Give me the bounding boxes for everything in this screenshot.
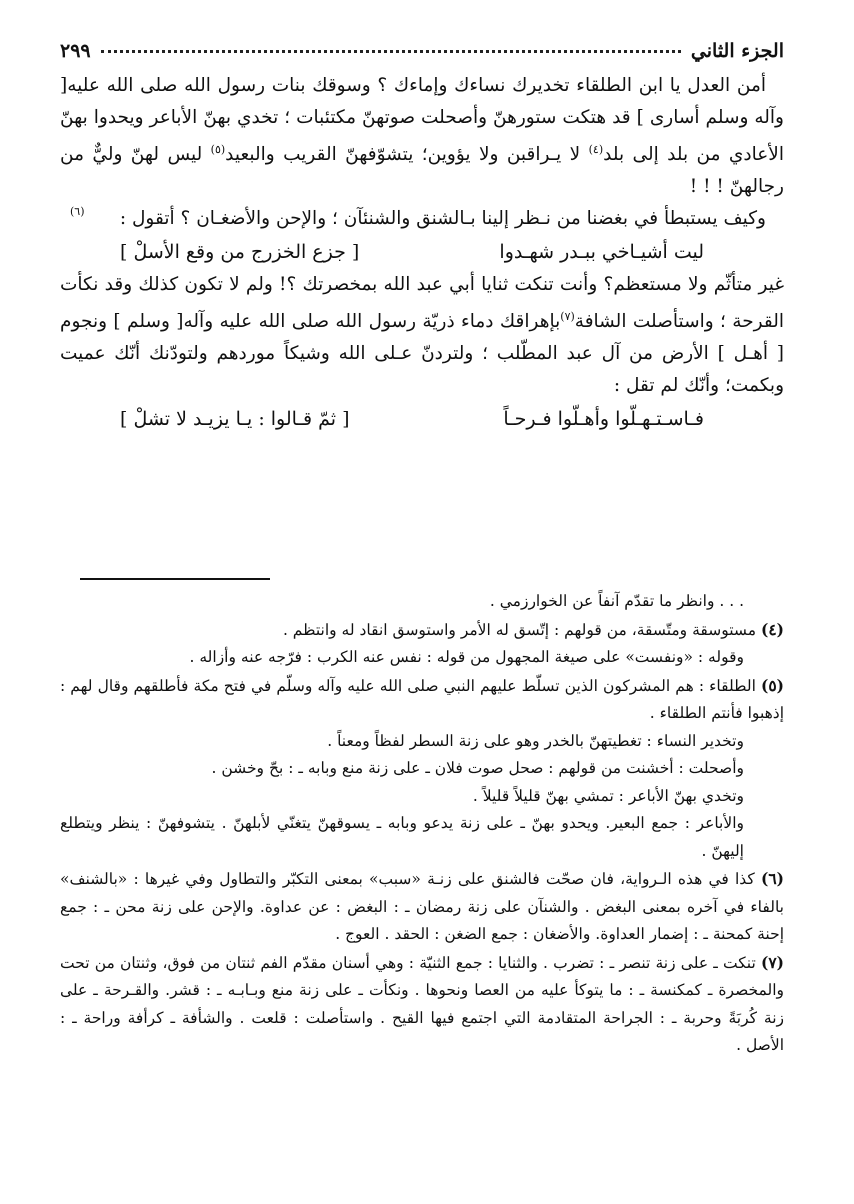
footnote-5-note-1: وتخدير النساء : تغطيتهنّ بالخدر وهو على زنة السطر لفظاً ومعناً . xyxy=(327,731,744,750)
footnote-ref-7: (٧) xyxy=(560,310,575,324)
footnote-ref-5: (٥) xyxy=(210,143,226,156)
footnote-ref-4: (٤) xyxy=(588,143,604,156)
paragraph-3: غير متأثّم ولا مستعظم؟ وأنت تنكت ثنايا أبي عبد الله بمخصرتك ؟! ولم لا تكون كذلك وقد نكأت القرحة ؛ واستأصلت الشافة$^{(٧)}$بإهراقك دماء ذريّة رسول الله صلى الله عليه وآله[ وسلم ] ونجوم [ أهـل ] الأرض من آل عبد المطّلب ؛ ولتردنّ عـلى الله وشيكاً موردهم ولتودّنك أنّك عميت وبكمت؛ وأنّك لم تقل : xyxy=(60,274,784,397)
verse-2-second-hemistich: [ ثمّ قـالوا : يـا يزيـد لا تشلْ ] xyxy=(120,408,350,431)
footnote-5-note-2: وأصحلت : أخشنت من قولهم : صحل صوت فلان ـ على زنة منع وبابه ـ : بحّ وخشن . xyxy=(211,759,744,777)
verse-2-first-hemistich: فـاسـتـهـلّوا وأهـلّوا فـرحـاً xyxy=(503,408,704,431)
footnote-continuation: . . . وانظر ما تقدّم آنفاً عن الخوارزمي . xyxy=(489,592,744,610)
footnote-6: (٦) كذا في هذه الـرواية، فان صحّت فالشنق على زنـة «سبب» بمعنى التكبّر والتطاول وفي غيرها : «بالشنف» بالفاء في آخره بمعنى البغض . والشنآن على زنة رمضان ـ : البغض : عن عداوة. والإحن على زنة محن ـ : جمع إحنة كمحنة ـ : إضمار العداوة. والأضغان : جمع الضغن : الحقد . العوج . xyxy=(60,869,784,943)
page-number: ٢٩٩ xyxy=(60,40,91,62)
footnote-7: (٧) تنكت ـ على زنة تنصر ـ : تضرب . والثنايا : جمع الثنيّة : وهي أسنان مقدّم الفم ثنتان من فوق، وثنتان من تحت والمخصرة ـ كمكنسة ـ : ما يتوكأ عليه من العصا ونحوها . ونكأت ـ على زنة منع وبـابـه ـ : قشر. والقـرحة ـ على زنة كُربَةً وحربة ـ : الجراحة المتقادمة التي اجتمع فيها القيح . واستأصلت : قلعت . والشأفة ـ كرأفة وراحة ـ : الأصل . xyxy=(60,952,784,1054)
header-dot-leader xyxy=(101,50,681,53)
footnote-4: (٤) مستوسقة ومتّسقة، من قولهم : إتّسق له الأمر واستوسق انقاد له وانتظم . xyxy=(282,619,784,639)
verse-1 xyxy=(60,235,784,269)
page-header xyxy=(60,26,784,62)
verse-2 xyxy=(60,402,784,436)
paragraph-1: أمن العدل يا ابن الطلقاء تخديرك نساءك وإماءك ؟ وسوقك بنات رسول الله صلى الله عليه[ وآله وسلم أسارى ] قد هتكت ستورهنّ وأصحلت صوتهنّ مكتئبات ؛ تخدي بهنّ الأباعر ويحدوا بهنّ الأعادي من بلد إلى بلد$^{(٤)}$ لا يـراقبن ولا يؤوين؛ يتشوّفهنّ القريب والبعيد$^{(٥)}$ ليس لهنّ وليٌّ من رجالهنّ ! ! ! xyxy=(60,75,784,198)
footnote-4-note: وقوله : «ونفست» على صيغة المجهول من قوله : نفس عنه الكرب : فرّجه عنه وأزاله . xyxy=(189,648,744,666)
footnotes xyxy=(60,588,784,1060)
verse-1-first-hemistich: ليت أشيـاخي ببـدر شهـدوا xyxy=(499,241,704,264)
footnote-5-note-4: والأباعر : جمع البعير. ويحدو بهنّ ـ على زنة يدعو وبابه ـ يسوقهنّ يتغنّي لأبلهنّ . يتشوفهنّ : ينظر ويتطلع إليهنّ . xyxy=(60,814,744,860)
running-title: الجزء الثاني xyxy=(690,40,784,62)
footnote-5: (٥) الطلقاء : هم المشركون الذين تسلّط عليهم النبي صلى الله عليه وآله وسلّم في فتح مكة فأطلقهم وقال لهم : إذهبوا فأنتم الطلقاء . xyxy=(60,675,784,722)
verse-1-second-hemistich: [ جزع الخزرج من وقع الأسلْ ] xyxy=(120,241,360,264)
paragraph-2: وكيف يستبطأ في بغضنا من نـظر إلينا بـالشنق والشنئآن ؛ والإحن والأضغـان ؟ أتقول : xyxy=(119,208,766,230)
footnote-ref-6: (٦) xyxy=(70,205,85,218)
main-text xyxy=(60,70,784,436)
footnote-separator xyxy=(80,578,270,580)
footnote-5-note-3: وتخدي بهنّ الأباعر : تمشي بهنّ قليلاً قليلاً . xyxy=(472,786,744,805)
